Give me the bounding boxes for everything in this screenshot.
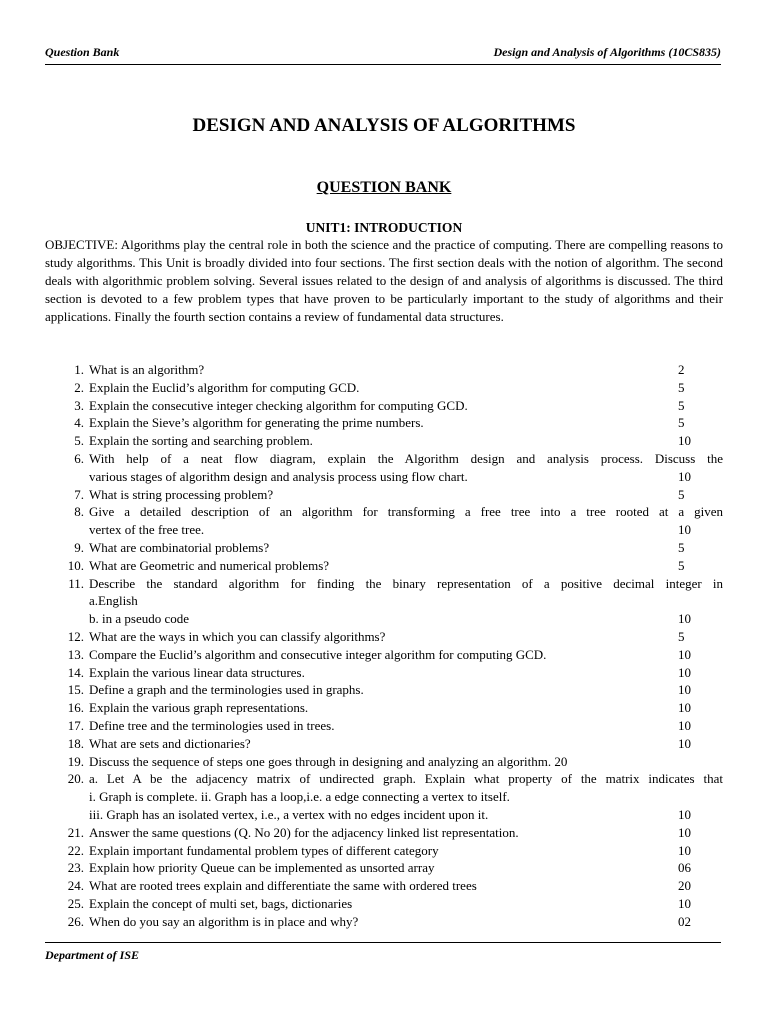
question-marks: 10	[678, 717, 691, 733]
question-marks: 10	[678, 522, 691, 538]
question-number: 22.	[67, 842, 84, 858]
question-number: 15.	[67, 682, 84, 698]
question-continuation: a.English	[89, 593, 138, 609]
question-marks: 10	[678, 700, 691, 716]
question-number: 3.	[74, 397, 84, 413]
question-number: 14.	[67, 664, 84, 680]
question-continuation: vertex of the free tree.	[89, 522, 205, 538]
question-item	[45, 646, 723, 664]
question-text: Explain the concept of multi set, bags, dictionaries	[89, 895, 353, 911]
question-item	[45, 735, 723, 753]
question-item	[45, 414, 723, 432]
question-number: 16.	[67, 700, 84, 716]
question-item	[45, 486, 723, 504]
question-text: Give a detailed description of an algorithm for transforming a free tree into a tree rooted at a given	[89, 504, 723, 520]
question-text: Explain the consecutive integer checking algorithm for computing GCD.	[89, 397, 468, 413]
question-item	[45, 361, 723, 379]
question-text: Explain the Sieve’s algorithm for generating the prime numbers.	[89, 415, 424, 431]
question-number: 18.	[67, 735, 84, 751]
question-item	[45, 895, 723, 913]
question-marks: 10	[678, 806, 691, 822]
question-marks: 10	[678, 611, 691, 627]
question-item	[45, 503, 723, 539]
question-number: 11.	[68, 575, 84, 591]
question-number: 9.	[74, 539, 84, 555]
page-subtitle: QUESTION BANK	[316, 179, 452, 196]
question-text: Explain the various linear data structures.	[89, 664, 305, 680]
question-item	[45, 842, 723, 860]
question-marks: 5	[678, 486, 685, 502]
header-right: Design and Analysis of Algorithms (10CS835)	[493, 45, 721, 59]
question-number: 6.	[74, 450, 84, 466]
question-number: 8.	[74, 504, 84, 520]
question-continuation: i. Graph is complete. ii. Graph has a loop,i.e. a edge connecting a vertex to itself.	[89, 789, 510, 805]
footer-divider	[45, 942, 721, 943]
unit-heading: UNIT1: INTRODUCTION	[305, 220, 463, 235]
question-marks: 5	[678, 557, 685, 573]
question-marks: 10	[678, 682, 691, 698]
question-text: With help of a neat flow diagram, explain the Algorithm design and analysis process. Discuss the	[89, 450, 723, 466]
question-text: What is an algorithm?	[89, 362, 205, 377]
question-text: What are the ways in which you can classify algorithms?	[89, 628, 386, 644]
question-text: a. Let A be the adjacency matrix of undirected graph. Explain what property of the matrix indicates that	[89, 771, 723, 787]
question-text: What are sets and dictionaries?	[89, 735, 251, 751]
question-text: Explain the Euclid’s algorithm for computing GCD.	[89, 379, 360, 395]
question-marks: 5	[678, 628, 685, 644]
question-marks: 10	[678, 433, 691, 449]
question-list	[45, 361, 723, 931]
question-text: Explain the sorting and searching problem.	[89, 433, 313, 449]
question-text: Define a graph and the terminologies used in graphs.	[89, 682, 364, 698]
question-marks: 10	[678, 824, 691, 840]
question-number: 19.	[67, 753, 84, 769]
question-text: Explain how priority Queue can be implemented as unsorted array	[89, 860, 435, 876]
question-text: What are combinatorial problems?	[89, 539, 270, 555]
question-number: 2.	[74, 379, 84, 395]
question-number: 13.	[67, 646, 84, 662]
question-continuation: b. in a pseudo code	[89, 611, 190, 627]
question-text: Discuss the sequence of steps one goes through in designing and analyzing an algorithm. 20	[89, 753, 568, 769]
question-text: Define tree and the terminologies used in trees.	[89, 717, 335, 733]
question-item	[45, 379, 723, 397]
question-item	[45, 539, 723, 557]
question-item	[45, 753, 723, 771]
question-number: 10.	[67, 557, 84, 573]
question-marks: 5	[678, 397, 685, 413]
question-item	[45, 770, 723, 823]
question-item	[45, 717, 723, 735]
question-item	[45, 699, 723, 717]
question-text: What is string processing problem?	[89, 486, 274, 502]
header-divider	[45, 64, 721, 65]
question-text: Describe the standard algorithm for finding the binary representation of a positive decimal integer in	[89, 575, 723, 591]
question-marks: 06	[678, 860, 691, 876]
question-item	[45, 575, 723, 628]
question-text: Answer the same questions (Q. No 20) for the adjacency linked list representation.	[89, 824, 519, 840]
question-text: When do you say an algorithm is in place and why?	[89, 913, 359, 929]
question-marks: 10	[678, 842, 691, 858]
question-number: 23.	[67, 860, 84, 876]
question-marks: 10	[678, 646, 691, 662]
question-marks: 10	[678, 468, 691, 484]
question-number: 1.	[74, 362, 84, 377]
question-number: 26.	[67, 913, 84, 929]
question-item	[45, 628, 723, 646]
objective-paragraph: OBJECTIVE: Algorithms play the central role in both the science and the practice of computing. There are compelling reasons to study algorithms. This Unit is broadly divided into four sections. The first section deals with the notion of algorithm. The second deals with algorithmic problem solving. Several issues related to the design of and analysis of algorithms is discussed. The third section is devoted to a few problem types that have proven to be particularly important to the study of algorithms and their applications. Finally the fourth section contains a review of fundamental data structures.	[45, 237, 723, 324]
question-item	[45, 664, 723, 682]
question-text: What are rooted trees explain and differentiate the same with ordered trees	[89, 878, 477, 894]
question-marks: 10	[678, 735, 691, 751]
question-number: 17.	[67, 717, 84, 733]
question-number: 25.	[67, 895, 84, 911]
question-marks: 20	[678, 878, 691, 894]
question-text: Explain important fundamental problem types of different category	[89, 842, 439, 858]
question-marks: 5	[678, 379, 685, 395]
question-marks: 10	[678, 895, 691, 911]
question-marks: 5	[678, 415, 685, 431]
page-title: DESIGN AND ANALYSIS OF ALGORITHMS	[192, 115, 576, 136]
question-text: Explain the various graph representations.	[89, 700, 309, 716]
question-continuation: various stages of algorithm design and analysis process using flow chart.	[89, 468, 468, 484]
question-item	[45, 859, 723, 877]
question-item	[45, 877, 723, 895]
question-item	[45, 913, 723, 931]
question-number: 12.	[67, 628, 84, 644]
question-number: 24.	[67, 878, 84, 894]
header-left: Question Bank	[45, 45, 120, 59]
question-item	[45, 824, 723, 842]
question-number: 21.	[67, 824, 84, 840]
question-marks: 2	[678, 362, 685, 377]
question-item	[45, 397, 723, 415]
question-item	[45, 681, 723, 699]
question-number: 4.	[74, 415, 84, 431]
footer-text: Department of ISE	[45, 948, 140, 962]
question-number: 7.	[74, 486, 84, 502]
question-continuation: iii. Graph has an isolated vertex, i.e., a vertex with no edges incident upon it.	[89, 806, 489, 822]
question-number: 5.	[74, 433, 84, 449]
question-marks: 10	[678, 664, 691, 680]
question-item	[45, 450, 723, 486]
question-number: 20.	[67, 771, 84, 787]
question-item	[45, 557, 723, 575]
question-text: Compare the Euclid’s algorithm and consecutive integer algorithm for computing GCD.	[89, 646, 547, 662]
question-text: What are Geometric and numerical problems?	[89, 557, 330, 573]
question-marks: 02	[678, 913, 691, 929]
question-marks: 5	[678, 539, 685, 555]
question-item	[45, 432, 723, 450]
